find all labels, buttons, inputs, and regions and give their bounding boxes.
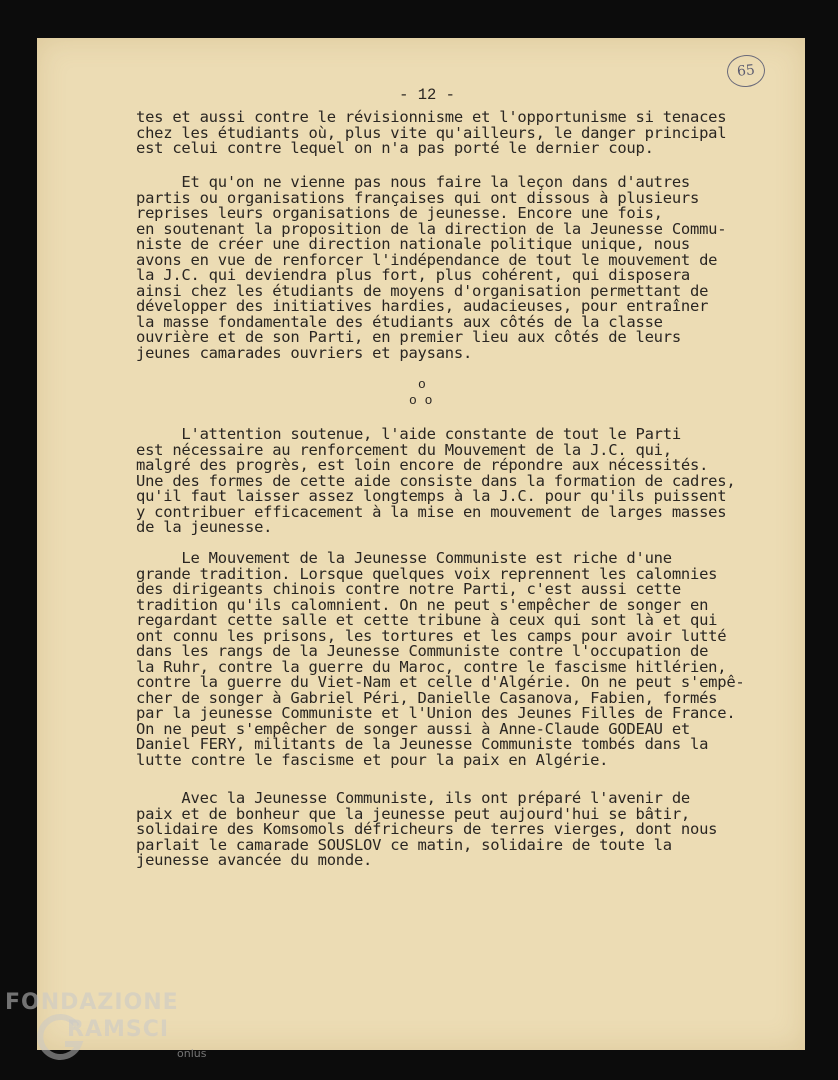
fondazione-gramsci-watermark (5, 990, 245, 1075)
paragraph-3: L'attention soutenue, l'aide constante de tout le Parti est nécessaire au renforcement du Mouvement de la J.C. qui, malgré des progrès, est loin encore de répondre aux nécessités. Une des formes de cette aide consiste dans la formation de cadres, qu'il faut laisser assez longtemps à la J.C. pour qu'ils puissent y contribuer efficacement à la mise en mouvement de larges masses de la jeunesse. (136, 425, 736, 536)
document-page (37, 38, 805, 1050)
watermark-line-1: FONDAZIONE (5, 990, 179, 1015)
paragraph-4: Le Mouvement de la Jeunesse Communiste est riche d'une grande tradition. Lorsque quelques voix reprennent les calomnies des dirigeants chinois contre notre Parti, c'est aussi cette tradition qu'ils calomnient. On ne peut s'empêcher de songer en regardant cette salle et cette tribune à ceux qui sont là et qui ont connu les prisons, les tortures et les camps pour avoir lutté dans les rangs de la Jeunesse Communiste contre l'occupation de la Ruhr, contre la guerre du Maroc, contre le fascisme hitlérien, contre la guerre du Viet-Nam et celle d'Algérie. On ne peut s'empê- cher de songer à Gabriel Péri, Danielle Casanova, Fabien, formés par la jeunesse Communiste et l'Union des Jeunes Filles de France. On ne peut s'empêcher de songer aussi à Anne-Claude GODEAU et Daniel FERY, militants de la Jeunesse Communiste tombés dans la lutte contre le fascisme et pour la paix en Algérie. (136, 549, 745, 769)
watermark-line-2: RAMSCI (67, 1017, 170, 1042)
paragraph-1: tes et aussi contre le révisionnisme et l'opportunisme si tenaces chez les étudiants où, plus vite qu'ailleurs, le danger principal est celui contre lequel on n'a pas porté le dernier coup. (136, 108, 727, 157)
section-separator-top: o (418, 377, 426, 392)
watermark-onlus: onlus (177, 1047, 207, 1060)
section-separator-bottom: o o (409, 393, 433, 408)
page-number: - 12 - (399, 86, 455, 104)
archive-stamp-number: 65 (725, 53, 766, 89)
paragraph-5: Avec la Jeunesse Communiste, ils ont préparé l'avenir de paix et de bonheur que la jeunesse peut aujourd'hui se bâtir, solidaire des Komsomols défricheurs de terres vierges, dont nous parlait le camarade SOUSLOV ce matin, solidaire de toute la jeunesse avancée du monde. (136, 789, 718, 869)
paragraph-2: Et qu'on ne vienne pas nous faire la leçon dans d'autres partis ou organisations françaises qui ont dissous à plusieurs reprises leurs organisations de jeunesse. Encore une fois, en soutenant la proposition de la direction de la Jeunesse Commu- niste de créer une direction nationale politique unique, nous avons en vue de renforcer l'indépendance de tout le mouvement de la J.C. qui deviendra plus fort, plus cohérent, qui disposera ainsi chez les étudiants de moyens d'organisation permettant de développer des initiatives hardies, audacieuses, pour entraîner la masse fondamentale des étudiants aux côtés de la classe ouvrière et de son Parti, en premier lieu aux côtés de leurs jeunes camarades ouvriers et paysans. (136, 173, 727, 362)
